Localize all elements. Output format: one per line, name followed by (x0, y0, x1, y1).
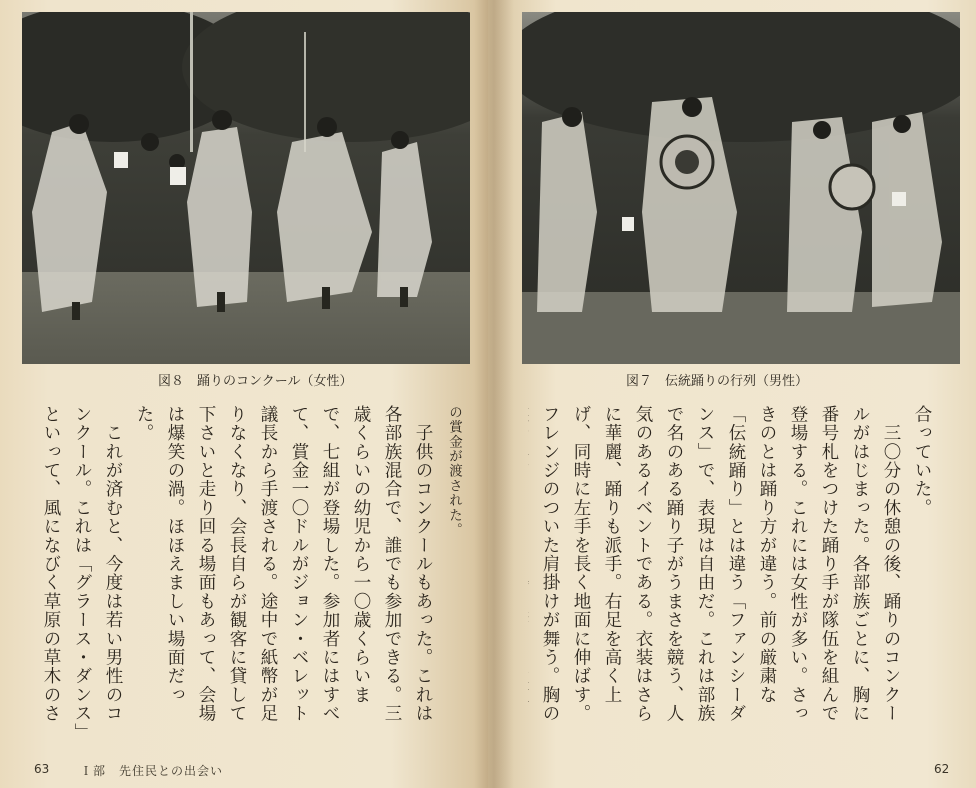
mens-procession-photo (522, 12, 960, 364)
running-head: Ｉ部 先住民との出会い (80, 764, 224, 778)
right-page (488, 0, 976, 788)
figure-8-photo (22, 12, 470, 364)
right-paragraph-fancy-dance: 三〇分の休憩の後、踊りのコンクールがはじまった。各部族ごとに、胸に番号札をつけた踊り手が隊伍を組んで登場する。これには女性が多い。さっきのとは踊り方が違う。前の厳粛な「伝統踊り」とは違う「ファンシーダンス」で、表現は自由だ。これは部族で名のある踊り子がうまさを競う、人気のあるイベントである。衣装はさらに華麗、踊りも派手。右足を高く上げ、同時に左手を長く地面に伸ばす。フレンジのついた肩掛けが舞う。胸の (540, 405, 901, 723)
left-paragraph-grass-dance: これが済むと、今度は若い男性のコンクール。これは「グラース・ダンス」といって、風になびく草原の草木のさ (41, 405, 123, 733)
left-paragraph-children-contest: 子供のコンクールもあった。これは各部族混合で、誰でも参加できる。三歳くらいの幼児から一〇歳くらいまで、七組が登場した。参加者にはすべて、賞金一〇ドルがジョン・ベレット議長から手渡される。途中で紙幣が足りなくなり、会長自らが観客に貸して下さいと走り回る場面もあって、会場は爆笑の渦。ほほえましい場面だった。 (134, 405, 433, 723)
right-page-number: 62 (934, 762, 950, 776)
figure-8-caption: 図８ 踊りのコンクール（女性） (158, 374, 353, 389)
figure-7-photo (522, 12, 960, 364)
womens-dance-photo (22, 12, 470, 364)
left-page-number: 63 (34, 762, 50, 776)
book-gutter (474, 0, 514, 788)
left-page-body (30, 405, 500, 735)
figure-7-caption: 図７ 伝統踊りの行列（男性） (626, 374, 809, 389)
right-page-body (528, 405, 968, 735)
left-paragraph-carryover: の賞金が渡された。 (446, 405, 462, 538)
right-paragraph-carryover: 合っていた。 (912, 405, 932, 518)
